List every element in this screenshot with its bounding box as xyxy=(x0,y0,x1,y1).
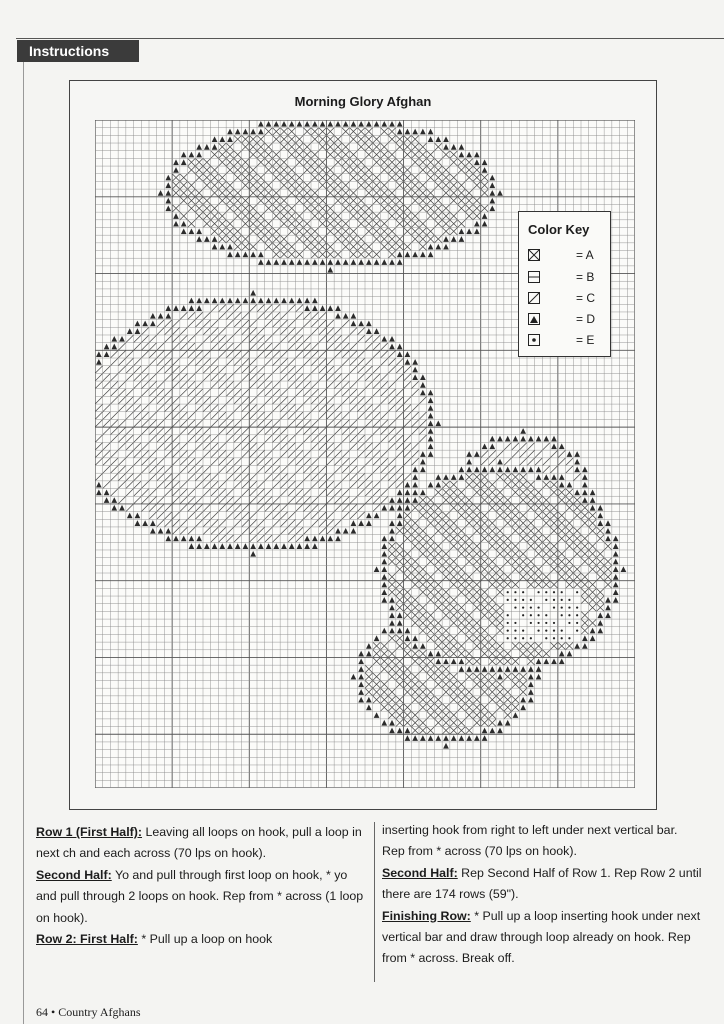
column-divider xyxy=(374,822,375,982)
margin-rule xyxy=(23,62,24,1024)
stitch-symbol xyxy=(537,591,539,593)
stitch-symbol xyxy=(568,622,570,624)
stitch-symbol xyxy=(545,614,547,616)
triangle-box-icon xyxy=(528,313,540,325)
stitch-symbol xyxy=(553,591,555,593)
stitch-symbol xyxy=(514,629,516,631)
color-key-item xyxy=(528,248,608,264)
section-tab: Instructions xyxy=(17,40,139,62)
instructions-left-column xyxy=(36,822,366,950)
color-key-value: = E xyxy=(576,333,595,347)
stitch-symbol xyxy=(561,606,563,608)
stitch-symbol xyxy=(576,606,578,608)
stitch-symbol xyxy=(537,614,539,616)
stitch-symbol xyxy=(553,637,555,639)
stitch-symbol xyxy=(568,637,570,639)
x-box-icon xyxy=(528,249,540,261)
stitch-symbol xyxy=(553,622,555,624)
finishing-paragraph xyxy=(382,906,702,970)
stitch-symbol xyxy=(545,591,547,593)
color-key-value: = B xyxy=(576,270,595,284)
dot-box-icon xyxy=(528,334,540,346)
row1-text: Leaving all loops on hook, pull a loop in next ch and each across (70 lps on hook). xyxy=(36,825,362,861)
stitch-symbol xyxy=(568,606,570,608)
stitch-symbol xyxy=(568,614,570,616)
second-half-paragraph xyxy=(36,865,366,929)
stitch-symbol xyxy=(553,599,555,601)
stitch-symbol xyxy=(514,591,516,593)
row1-paragraph xyxy=(36,822,366,865)
stitch-symbol xyxy=(537,606,539,608)
stitch-symbol xyxy=(553,606,555,608)
stitch-symbol xyxy=(507,637,509,639)
finishing-label: Finishing Row: xyxy=(382,908,471,923)
stitch-symbol xyxy=(553,629,555,631)
color-key-item xyxy=(528,270,608,286)
color-key-value: = C xyxy=(576,291,596,305)
stitch-symbol xyxy=(507,614,509,616)
stitch-symbol xyxy=(545,599,547,601)
stitch-symbol xyxy=(522,591,524,593)
stitch-symbol xyxy=(530,622,532,624)
stitch-symbol xyxy=(537,629,539,631)
stitch-symbol xyxy=(576,622,578,624)
stitch-symbol xyxy=(561,599,563,601)
second-half-2-paragraph xyxy=(382,863,702,906)
stitch-symbol xyxy=(561,629,563,631)
stitch-symbol xyxy=(507,622,509,624)
color-key-value: = D xyxy=(576,312,596,326)
color-key-item xyxy=(528,333,608,349)
stitch-symbol xyxy=(537,622,539,624)
finishing-text: * Pull up a loop inserting hook under next vertical bar and draw through loop already on hook. Rep from * across. Break off. xyxy=(382,908,701,966)
color-key xyxy=(518,211,611,357)
second-half-2-text: Rep Second Half of Row 1. Rep Row 2 until there are 174 rows (59"). xyxy=(382,865,702,902)
stitch-symbol xyxy=(522,614,524,616)
stitch-symbol xyxy=(514,599,516,601)
color-key-item xyxy=(528,312,608,328)
stitch-symbol xyxy=(568,599,570,601)
stitch-symbol xyxy=(530,614,532,616)
row2-text: * Pull up a loop on hook xyxy=(137,932,273,947)
stitch-symbol xyxy=(514,606,516,608)
stitch-symbol xyxy=(522,629,524,631)
stitch-symbol xyxy=(522,599,524,601)
slash-box-icon xyxy=(528,292,540,304)
row2-paragraph xyxy=(36,929,366,950)
header-rule xyxy=(16,38,724,39)
stitch-symbol xyxy=(507,599,509,601)
stitch-symbol xyxy=(514,637,516,639)
second-half-label: Second Half: xyxy=(36,867,112,882)
hbar-box-icon xyxy=(528,271,540,283)
row2-label: Row 2: First Half: xyxy=(36,932,138,947)
stitch-symbol xyxy=(576,614,578,616)
stitch-symbol xyxy=(530,606,532,608)
stitch-symbol xyxy=(522,637,524,639)
stitch-symbol xyxy=(514,622,516,624)
stitch-symbol xyxy=(507,591,509,593)
page-footer: 64 • Country Afghans xyxy=(36,1005,141,1019)
color-key-item xyxy=(528,291,608,307)
stitch-symbol xyxy=(561,637,563,639)
stitch-symbol xyxy=(576,591,578,593)
stitch-symbol xyxy=(545,637,547,639)
stitch-symbol xyxy=(576,629,578,631)
instructions-right-column xyxy=(382,820,702,970)
row2-continued: inserting hook from right to left under next vertical bar. Rep from * across (70 lps on hook). xyxy=(382,823,678,859)
stitch-symbol xyxy=(545,629,547,631)
color-key-title: Color Key xyxy=(528,222,590,237)
stitch-symbol xyxy=(530,637,532,639)
color-key-value: = A xyxy=(576,248,594,262)
stitch-symbol xyxy=(561,614,563,616)
second-half-text: Yo and pull through first loop on hook, * yo and pull through 2 loops on hook. Rep from * across (1 loop on hook). xyxy=(36,867,364,925)
row1-label: Row 1 (First Half): xyxy=(36,825,143,839)
chart-title: Morning Glory Afghan xyxy=(294,94,432,109)
stitch-symbol xyxy=(530,599,532,601)
stitch-symbol xyxy=(522,606,524,608)
second-half-2-label: Second Half: xyxy=(382,865,458,880)
stitch-symbol xyxy=(545,622,547,624)
stitch-symbol xyxy=(561,591,563,593)
stitch-symbol xyxy=(507,629,509,631)
